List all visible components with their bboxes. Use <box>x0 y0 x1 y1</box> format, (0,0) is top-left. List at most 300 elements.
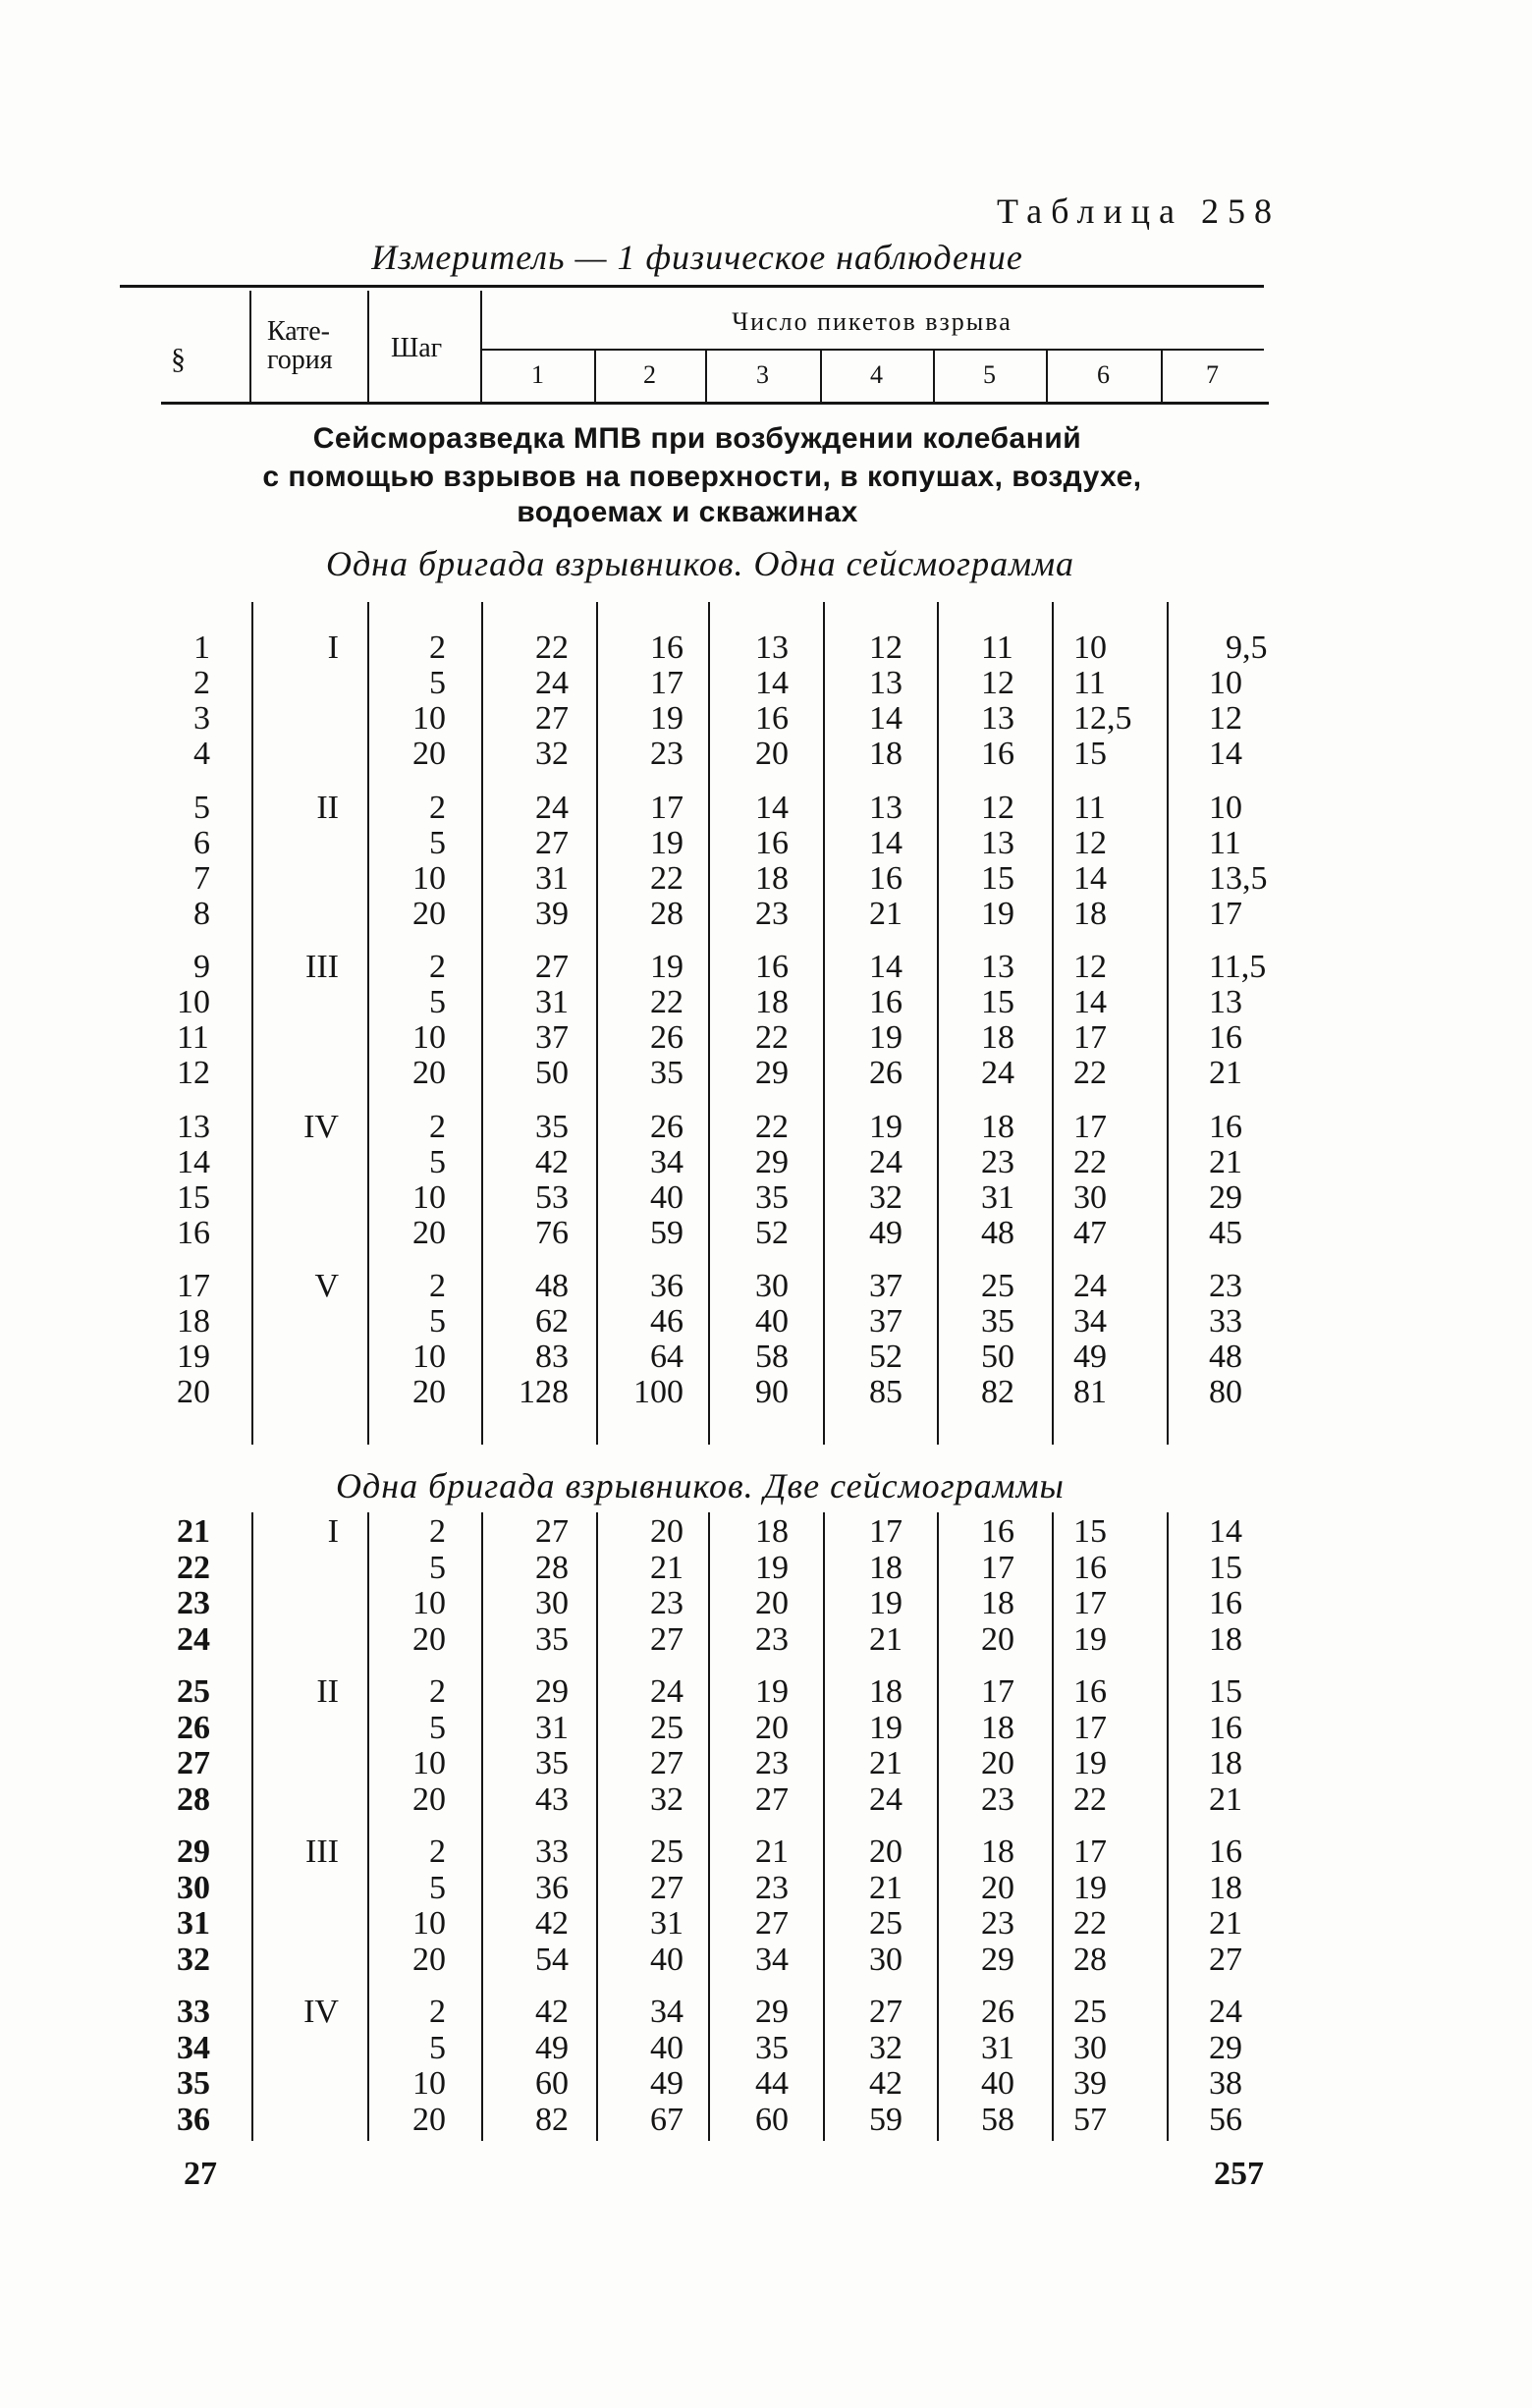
row-number: 11 <box>177 1019 209 1057</box>
row-number: 10 <box>177 984 210 1021</box>
value-cell-col-1: 35 <box>535 1620 569 1658</box>
category-cell: I <box>327 1513 339 1550</box>
category-cell: I <box>327 629 339 666</box>
value-cell-col-6: 47 <box>1073 1214 1107 1251</box>
step-cell: 2 <box>429 1108 446 1145</box>
value-cell-col-1: 49 <box>535 2029 569 2066</box>
header-top-rule <box>120 285 1264 288</box>
value-cell-col-2: 46 <box>650 1303 684 1341</box>
category-cell: III <box>305 1833 339 1870</box>
value-cell-col-5: 13 <box>981 700 1014 737</box>
value-cell-col-1: 128 <box>519 1374 569 1411</box>
value-cell-col-3: 35 <box>755 2029 789 2066</box>
value-cell-col-3: 40 <box>755 1303 789 1341</box>
value-cell-col-6: 19 <box>1073 1745 1107 1781</box>
value-cell-col-3: 22 <box>755 1019 789 1057</box>
table-row <box>0 1746 1532 1781</box>
value-cell-col-6: 12 <box>1073 824 1107 861</box>
value-cell-col-7: 18 <box>1209 1745 1242 1781</box>
step-cell: 10 <box>412 1905 446 1942</box>
value-cell-col-3: 19 <box>755 1549 789 1586</box>
category-cell: V <box>314 1268 339 1305</box>
value-cell-col-1: 24 <box>535 665 569 701</box>
value-cell-col-3: 16 <box>755 949 789 986</box>
value-cell-col-4: 19 <box>869 1108 903 1145</box>
value-cell-col-2: 27 <box>650 1620 684 1658</box>
value-cell-col-6: 22 <box>1073 1143 1107 1180</box>
category-cell: II <box>316 1673 339 1710</box>
value-cell-col-1: 83 <box>535 1339 569 1376</box>
value-cell-col-3: 20 <box>755 1585 789 1621</box>
value-cell-col-7: 24 <box>1209 1994 1242 2030</box>
step-cell: 5 <box>429 1143 446 1180</box>
value-cell-col-7: 16 <box>1209 1585 1242 1621</box>
value-cell-col-6: 12,5 <box>1073 700 1132 737</box>
value-cell-col-6: 22 <box>1073 1905 1107 1942</box>
value-cell-col-7: 13,5 <box>1209 859 1268 897</box>
value-cell-col-3: 23 <box>755 895 789 932</box>
header-column-rule <box>249 291 251 402</box>
step-cell: 5 <box>429 824 446 861</box>
value-cell-col-2: 22 <box>650 859 684 897</box>
value-cell-col-6: 28 <box>1073 1941 1107 1978</box>
table-row <box>0 701 1532 737</box>
value-cell-col-6: 49 <box>1073 1339 1107 1376</box>
value-cell-col-7: 16 <box>1209 1019 1242 1057</box>
value-cell-col-2: 20 <box>650 1513 684 1550</box>
value-cell-col-1: 54 <box>535 1941 569 1978</box>
value-cell-col-2: 19 <box>650 949 684 986</box>
value-cell-col-4: 18 <box>869 1549 903 1586</box>
value-cell-col-1: 60 <box>535 2065 569 2102</box>
table-row <box>0 1711 1532 1746</box>
step-cell: 5 <box>429 1709 446 1746</box>
value-cell-col-1: 37 <box>535 1019 569 1057</box>
value-cell-col-2: 19 <box>650 824 684 861</box>
table-row <box>0 2031 1532 2066</box>
value-cell-col-1: 48 <box>535 1268 569 1305</box>
table-row <box>0 1551 1532 1586</box>
table-row <box>0 1110 1532 1145</box>
value-cell-col-5: 17 <box>981 1673 1014 1710</box>
value-cell-col-3: 60 <box>755 2101 789 2138</box>
value-cell-col-6: 10 <box>1073 629 1107 666</box>
row-number: 13 <box>177 1108 210 1145</box>
value-cell-col-4: 21 <box>869 895 903 932</box>
value-cell-col-2: 31 <box>650 1905 684 1942</box>
category-cell: IV <box>303 1994 339 2030</box>
value-cell-col-7: 33 <box>1209 1303 1242 1341</box>
measure-unit: Измеритель — 1 физическое наблюдение <box>371 238 1023 277</box>
row-number: 1 <box>193 629 210 666</box>
value-cell-col-5: 24 <box>981 1055 1014 1092</box>
row-number: 30 <box>177 1869 210 1906</box>
value-cell-col-5: 40 <box>981 2065 1014 2102</box>
value-cell-col-7: 23 <box>1209 1268 1242 1305</box>
subsection-heading-2: Одна бригада взрывников. Две сейсмограммы <box>336 1466 1065 1505</box>
value-cell-col-1: 35 <box>535 1108 569 1145</box>
step-cell: 2 <box>429 629 446 666</box>
table-row <box>0 985 1532 1020</box>
value-cell-col-7: 45 <box>1209 1214 1242 1251</box>
value-cell-col-3: 29 <box>755 1143 789 1180</box>
value-cell-col-7: 10 <box>1209 789 1242 826</box>
row-number: 33 <box>177 1994 210 2030</box>
value-cell-col-1: 35 <box>535 1745 569 1781</box>
step-cell: 5 <box>429 2029 446 2066</box>
table-row <box>0 1056 1532 1091</box>
table-row <box>0 1834 1532 1870</box>
value-cell-col-7: 16 <box>1209 1709 1242 1746</box>
value-cell-col-5: 18 <box>981 1019 1014 1057</box>
step-cell: 20 <box>412 1620 446 1658</box>
value-cell-col-4: 42 <box>869 2065 903 2102</box>
value-cell-col-4: 21 <box>869 1869 903 1906</box>
value-cell-col-6: 14 <box>1073 859 1107 897</box>
value-cell-col-3: 23 <box>755 1869 789 1906</box>
value-cell-col-4: 18 <box>869 736 903 772</box>
table-row <box>0 1943 1532 1978</box>
category-cell: IV <box>303 1108 339 1145</box>
value-cell-col-6: 16 <box>1073 1549 1107 1586</box>
value-cell-col-6: 17 <box>1073 1833 1107 1870</box>
subsection-heading-1: Одна бригада взрывников. Одна сейсмограмма <box>325 544 1075 583</box>
row-number: 24 <box>177 1620 210 1658</box>
step-cell: 10 <box>412 1019 446 1057</box>
value-cell-col-3: 18 <box>755 984 789 1021</box>
value-cell-col-5: 31 <box>981 2029 1014 2066</box>
value-cell-col-1: 53 <box>535 1178 569 1216</box>
row-number: 22 <box>177 1549 210 1586</box>
value-cell-col-5: 23 <box>981 1143 1014 1180</box>
row-number: 17 <box>177 1268 210 1305</box>
value-cell-col-1: 24 <box>535 789 569 826</box>
row-number: 6 <box>193 824 210 861</box>
value-cell-col-3: 52 <box>755 1214 789 1251</box>
value-cell-col-5: 50 <box>981 1339 1014 1376</box>
value-cell-col-1: 33 <box>535 1833 569 1870</box>
value-cell-col-4: 26 <box>869 1055 903 1092</box>
row-number: 21 <box>177 1513 210 1550</box>
value-cell-col-7: 18 <box>1209 1620 1242 1658</box>
value-cell-col-5: 11 <box>981 629 1013 666</box>
value-cell-col-5: 23 <box>981 1780 1014 1818</box>
value-cell-col-4: 16 <box>869 859 903 897</box>
value-cell-col-4: 14 <box>869 824 903 861</box>
value-cell-col-6: 12 <box>1073 949 1107 986</box>
value-cell-col-4: 24 <box>869 1143 903 1180</box>
value-cell-col-7: 17 <box>1209 895 1242 932</box>
step-cell: 20 <box>412 1780 446 1818</box>
value-cell-col-2: 26 <box>650 1108 684 1145</box>
value-cell-col-2: 25 <box>650 1709 684 1746</box>
value-cell-col-5: 19 <box>981 895 1014 932</box>
title-line-3: водоемах и скважинах <box>517 496 858 528</box>
value-cell-col-5: 15 <box>981 984 1014 1021</box>
value-cell-col-1: 27 <box>535 1513 569 1550</box>
row-number: 26 <box>177 1709 210 1746</box>
value-cell-col-5: 16 <box>981 1513 1014 1550</box>
value-cell-col-2: 21 <box>650 1549 684 1586</box>
value-cell-col-3: 27 <box>755 1780 789 1818</box>
value-cell-col-1: 36 <box>535 1869 569 1906</box>
row-number: 36 <box>177 2101 210 2138</box>
value-cell-col-7: 21 <box>1209 1905 1242 1942</box>
value-cell-col-5: 26 <box>981 1994 1014 2030</box>
value-cell-col-5: 18 <box>981 1108 1014 1145</box>
row-number: 20 <box>177 1374 210 1411</box>
value-cell-col-6: 11 <box>1073 665 1106 701</box>
row-number: 27 <box>177 1745 210 1781</box>
value-cell-col-7: 14 <box>1209 736 1242 772</box>
value-cell-col-3: 23 <box>755 1745 789 1781</box>
step-cell: 5 <box>429 984 446 1021</box>
value-cell-col-7: 38 <box>1209 2065 1242 2102</box>
value-cell-col-2: 17 <box>650 665 684 701</box>
value-cell-col-7: 13 <box>1209 984 1242 1021</box>
value-cell-col-1: 62 <box>535 1303 569 1341</box>
value-cell-col-1: 50 <box>535 1055 569 1092</box>
step-cell: 5 <box>429 1549 446 1586</box>
value-cell-col-2: 59 <box>650 1214 684 1251</box>
page-number: 257 <box>1214 2156 1264 2192</box>
row-number: 32 <box>177 1941 210 1978</box>
header-step: Шаг <box>391 333 443 363</box>
step-cell: 20 <box>412 895 446 932</box>
step-cell: 20 <box>412 1374 446 1411</box>
step-cell: 10 <box>412 859 446 897</box>
value-cell-col-5: 82 <box>981 1374 1014 1411</box>
value-cell-col-1: 39 <box>535 895 569 932</box>
value-cell-col-2: 28 <box>650 895 684 932</box>
step-cell: 10 <box>412 700 446 737</box>
table-row <box>0 1269 1532 1304</box>
row-number: 35 <box>177 2065 210 2102</box>
value-cell-col-7: 11 <box>1209 824 1241 861</box>
header-column-7: 7 <box>1206 360 1219 389</box>
table-row <box>0 1145 1532 1180</box>
value-cell-col-3: 18 <box>755 1513 789 1550</box>
value-cell-col-4: 12 <box>869 629 903 666</box>
table-row <box>0 1674 1532 1710</box>
value-cell-col-6: 30 <box>1073 1178 1107 1216</box>
value-cell-col-6: 19 <box>1073 1869 1107 1906</box>
table-row <box>0 737 1532 772</box>
value-cell-col-3: 21 <box>755 1833 789 1870</box>
step-cell: 2 <box>429 1673 446 1710</box>
value-cell-col-4: 25 <box>869 1905 903 1942</box>
value-cell-col-3: 90 <box>755 1374 789 1411</box>
value-cell-col-2: 23 <box>650 736 684 772</box>
step-cell: 2 <box>429 1513 446 1550</box>
value-cell-col-1: 42 <box>535 1905 569 1942</box>
row-number: 29 <box>177 1833 210 1870</box>
value-cell-col-5: 16 <box>981 736 1014 772</box>
table-label: Таблица 258 <box>997 192 1281 231</box>
value-cell-col-2: 19 <box>650 700 684 737</box>
value-cell-col-4: 21 <box>869 1620 903 1658</box>
header-column-1: 1 <box>531 360 544 389</box>
value-cell-col-2: 16 <box>650 629 684 666</box>
table-row <box>0 2066 1532 2102</box>
value-cell-col-3: 29 <box>755 1994 789 2030</box>
value-cell-col-3: 22 <box>755 1108 789 1145</box>
value-cell-col-6: 39 <box>1073 2065 1107 2102</box>
value-cell-col-4: 52 <box>869 1339 903 1376</box>
value-cell-col-3: 29 <box>755 1055 789 1092</box>
value-cell-col-7: 16 <box>1209 1108 1242 1145</box>
table-row <box>0 1020 1532 1056</box>
value-cell-col-7: 29 <box>1209 2029 1242 2066</box>
value-cell-col-4: 19 <box>869 1019 903 1057</box>
value-cell-col-3: 27 <box>755 1905 789 1942</box>
value-cell-col-5: 29 <box>981 1941 1014 1978</box>
header-column-3: 3 <box>756 360 769 389</box>
value-cell-col-2: 27 <box>650 1745 684 1781</box>
value-cell-col-3: 14 <box>755 665 789 701</box>
value-cell-col-4: 20 <box>869 1833 903 1870</box>
value-cell-col-7: 21 <box>1209 1055 1242 1092</box>
row-number: 12 <box>177 1055 210 1092</box>
table-row <box>0 1216 1532 1251</box>
value-cell-col-4: 32 <box>869 1178 903 1216</box>
value-cell-col-3: 34 <box>755 1941 789 1978</box>
value-cell-col-5: 25 <box>981 1268 1014 1305</box>
table-row <box>0 1340 1532 1375</box>
table-row <box>0 1304 1532 1340</box>
value-cell-col-2: 49 <box>650 2065 684 2102</box>
value-cell-col-7: 80 <box>1209 1374 1242 1411</box>
value-cell-col-6: 17 <box>1073 1108 1107 1145</box>
step-cell: 20 <box>412 2101 446 2138</box>
row-number: 14 <box>177 1143 210 1180</box>
value-cell-col-4: 18 <box>869 1673 903 1710</box>
value-cell-col-1: 76 <box>535 1214 569 1251</box>
step-cell: 10 <box>412 1585 446 1621</box>
value-cell-col-4: 37 <box>869 1268 903 1305</box>
value-cell-col-6: 19 <box>1073 1620 1107 1658</box>
value-cell-col-6: 34 <box>1073 1303 1107 1341</box>
value-cell-col-3: 58 <box>755 1339 789 1376</box>
value-cell-col-4: 14 <box>869 949 903 986</box>
value-cell-col-5: 35 <box>981 1303 1014 1341</box>
value-cell-col-6: 17 <box>1073 1709 1107 1746</box>
value-cell-col-2: 64 <box>650 1339 684 1376</box>
table-row <box>0 791 1532 826</box>
step-cell: 20 <box>412 1214 446 1251</box>
header-column-6: 6 <box>1097 360 1110 389</box>
value-cell-col-7: 21 <box>1209 1780 1242 1818</box>
value-cell-col-5: 15 <box>981 859 1014 897</box>
value-cell-col-1: 31 <box>535 1709 569 1746</box>
value-cell-col-2: 32 <box>650 1780 684 1818</box>
value-cell-col-5: 12 <box>981 665 1014 701</box>
header-column-5: 5 <box>983 360 996 389</box>
value-cell-col-1: 82 <box>535 2101 569 2138</box>
value-cell-col-4: 16 <box>869 984 903 1021</box>
value-cell-col-4: 85 <box>869 1374 903 1411</box>
value-cell-col-3: 18 <box>755 859 789 897</box>
value-cell-col-7: 14 <box>1209 1513 1242 1550</box>
value-cell-col-7: 48 <box>1209 1339 1242 1376</box>
value-cell-col-2: 34 <box>650 1143 684 1180</box>
value-cell-col-7: 9,5 <box>1226 629 1268 666</box>
value-cell-col-1: 27 <box>535 949 569 986</box>
value-cell-col-5: 20 <box>981 1620 1014 1658</box>
value-cell-col-3: 19 <box>755 1673 789 1710</box>
value-cell-col-3: 23 <box>755 1620 789 1658</box>
value-cell-col-7: 12 <box>1209 700 1242 737</box>
table-row <box>0 1586 1532 1621</box>
value-cell-col-4: 13 <box>869 789 903 826</box>
table-row <box>0 1871 1532 1906</box>
value-cell-col-4: 27 <box>869 1994 903 2030</box>
value-cell-col-4: 37 <box>869 1303 903 1341</box>
step-cell: 2 <box>429 1833 446 1870</box>
value-cell-col-5: 18 <box>981 1833 1014 1870</box>
value-cell-col-6: 15 <box>1073 736 1107 772</box>
value-cell-col-2: 35 <box>650 1055 684 1092</box>
value-cell-col-1: 28 <box>535 1549 569 1586</box>
row-number: 31 <box>177 1905 210 1942</box>
row-number: 5 <box>193 789 210 826</box>
value-cell-col-7: 10 <box>1209 665 1242 701</box>
row-number: 23 <box>177 1585 210 1621</box>
value-cell-col-5: 17 <box>981 1549 1014 1586</box>
step-cell: 5 <box>429 1869 446 1906</box>
value-cell-col-6: 17 <box>1073 1019 1107 1057</box>
value-cell-col-6: 22 <box>1073 1780 1107 1818</box>
value-cell-col-4: 13 <box>869 665 903 701</box>
value-cell-col-7: 29 <box>1209 1178 1242 1216</box>
step-cell: 10 <box>412 2065 446 2102</box>
header-number: § <box>171 343 186 375</box>
value-cell-col-1: 31 <box>535 859 569 897</box>
value-cell-col-6: 30 <box>1073 2029 1107 2066</box>
value-cell-col-7: 11,5 <box>1209 949 1267 986</box>
row-number: 18 <box>177 1303 210 1341</box>
header-bottom-rule <box>161 402 1269 405</box>
row-number: 9 <box>193 949 210 986</box>
value-cell-col-4: 32 <box>869 2029 903 2066</box>
value-cell-col-3: 35 <box>755 1178 789 1216</box>
value-cell-col-5: 18 <box>981 1709 1014 1746</box>
value-cell-col-7: 56 <box>1209 2101 1242 2138</box>
value-cell-col-4: 59 <box>869 2101 903 2138</box>
table-row <box>0 2103 1532 2138</box>
value-cell-col-5: 18 <box>981 1585 1014 1621</box>
row-number: 8 <box>193 895 210 932</box>
value-cell-col-6: 14 <box>1073 984 1107 1021</box>
table-row <box>0 630 1532 666</box>
row-number: 4 <box>193 736 210 772</box>
value-cell-col-6: 57 <box>1073 2101 1107 2138</box>
header-group-title: Число пикетов взрыва <box>732 307 1012 336</box>
value-cell-col-7: 27 <box>1209 1941 1242 1978</box>
value-cell-col-2: 40 <box>650 2029 684 2066</box>
value-cell-col-6: 17 <box>1073 1585 1107 1621</box>
value-cell-col-4: 17 <box>869 1513 903 1550</box>
value-cell-col-2: 23 <box>650 1585 684 1621</box>
value-cell-col-1: 32 <box>535 736 569 772</box>
table-row <box>0 1375 1532 1410</box>
value-cell-col-2: 17 <box>650 789 684 826</box>
header-column-rule <box>367 291 369 402</box>
value-cell-col-2: 40 <box>650 1941 684 1978</box>
value-cell-col-3: 20 <box>755 736 789 772</box>
value-cell-col-5: 20 <box>981 1869 1014 1906</box>
value-cell-col-6: 16 <box>1073 1673 1107 1710</box>
